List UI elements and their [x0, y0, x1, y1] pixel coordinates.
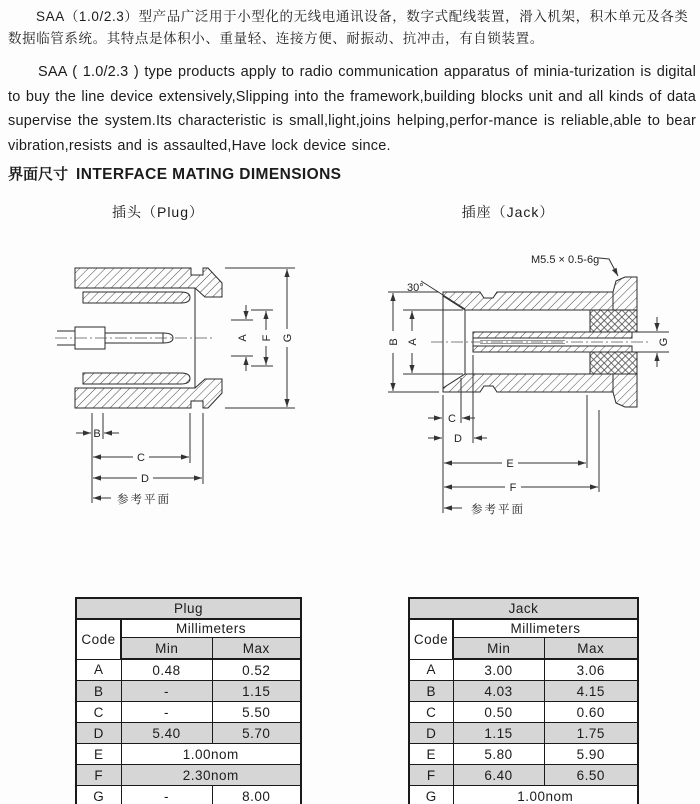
table-cell: 0.48: [121, 659, 212, 681]
table-cell: -: [121, 786, 212, 804]
table-cell: B: [76, 681, 121, 702]
table-row: [409, 619, 638, 638]
table-cell: 5.70: [212, 723, 301, 744]
table-row: [409, 702, 638, 723]
table-cell: F: [76, 765, 121, 786]
plug-table: [75, 597, 302, 804]
table-cell: 3.00: [453, 659, 544, 681]
jack-caption: 插座（Jack）: [461, 204, 555, 220]
jack-angle-label: 30°: [407, 282, 424, 294]
table-row: [76, 786, 301, 804]
jack-sleeve-top: [443, 292, 613, 310]
table-cell: -: [121, 702, 212, 723]
table-cell: 6.50: [544, 765, 638, 786]
jack-socket-wall-top: [473, 332, 632, 338]
plug-center-pin: [105, 333, 163, 343]
section-heading-en: INTERFACE MATING DIMENSIONS: [76, 166, 342, 183]
table-cell: 5.80: [453, 744, 544, 765]
jack-dim-label-a: A: [407, 338, 419, 346]
table-row: [76, 681, 301, 702]
jack-dim-label-c: C: [448, 413, 456, 425]
intro-paragraph-zh: SAA（1.0/2.3）型产品广泛用于小型化的无线电通讯设备，数字式配线装置，滑入机架，积木单元及各类数据临管系统。其特点是体积小、重量轻、连接方便、耐振动、抗冲击，有自锁装置。: [8, 9, 689, 46]
table-cell: C: [409, 702, 453, 723]
table-cell: 6.40: [453, 765, 544, 786]
table-row: [409, 765, 638, 786]
table-cell: G: [76, 786, 121, 804]
table-row: [76, 659, 301, 681]
table-cell: 5.50: [212, 702, 301, 723]
plug-drawing: [45, 235, 305, 525]
section-heading: [8, 163, 341, 184]
table-cell: 1.15: [453, 723, 544, 744]
intro-paragraph-en: SAA ( 1.0/2.3 ) type products apply to radio communication apparatus of minia-turization is digital to buy the line device extensively,Slipping into the framework,building blocks unit and all kinds of data supervise the system.Its characteristic is small,light,joins helping,perfor-mance is reliable,able to bear vibration,resists and is assaulted,Have lock device since.: [8, 64, 696, 154]
table-cell: A: [76, 659, 121, 681]
table-row: [76, 744, 301, 765]
plug-dim-label-b: B: [93, 428, 101, 440]
table-row: [409, 659, 638, 681]
table-cell: 1.00nom: [121, 744, 301, 765]
table-row: [409, 681, 638, 702]
jack-insulator-top: [590, 310, 637, 332]
plug-dim-label-d: D: [141, 473, 149, 485]
table-cell: -: [121, 681, 212, 702]
plug-inner-sleeve-bottom: [83, 373, 190, 384]
jack-sleeve-bottom: [443, 374, 613, 392]
table-header-cell: Max: [212, 638, 301, 660]
table-row: [409, 744, 638, 765]
table-row: [76, 598, 301, 619]
plug-dim-label-c: C: [137, 452, 145, 464]
table-row: [409, 598, 638, 619]
table-cell: 3.06: [544, 659, 638, 681]
table-header-cell: Min: [453, 638, 544, 660]
table-cell: 0.60: [544, 702, 638, 723]
jack-dim-label-f: F: [509, 482, 517, 494]
table-cell: 4.03: [453, 681, 544, 702]
section-heading-zh: 界面尺寸: [8, 166, 69, 183]
plug-caption: 插头（Plug）: [111, 204, 205, 220]
table-row: [76, 723, 301, 744]
plug-dim-label-f: F: [261, 334, 273, 342]
table-cell: E: [76, 744, 121, 765]
jack-ref-plane-label: 参考平面: [471, 504, 525, 516]
table-header-cell: Max: [544, 638, 638, 660]
table-cell: C: [76, 702, 121, 723]
table-cell: D: [409, 723, 453, 744]
plug-inner-sleeve-top: [83, 292, 190, 303]
table-title-cell: Plug: [76, 598, 301, 619]
table-cell: 1.00nom: [453, 786, 638, 804]
plug-dim-label-g: G: [282, 333, 294, 343]
table-title-cell: Jack: [409, 598, 638, 619]
jack-nut-top: [613, 277, 637, 310]
jack-dim-label-e: E: [506, 458, 514, 470]
jack-nut-bottom: [613, 374, 637, 407]
table-cell: A: [409, 659, 453, 681]
table-header-cell: Code: [409, 619, 453, 659]
table-cell: B: [409, 681, 453, 702]
table-cell: G: [409, 786, 453, 804]
jack-socket-wall-bottom: [473, 346, 632, 352]
table-cell: 0.50: [453, 702, 544, 723]
table-cell: 5.40: [121, 723, 212, 744]
table-cell: 2.30nom: [121, 765, 301, 786]
table-row: [76, 702, 301, 723]
jack-dim-label-d: D: [454, 433, 462, 445]
plug-dim-label-a: A: [237, 334, 249, 342]
jack-dim-label-g: G: [658, 337, 670, 347]
table-row: [409, 786, 638, 804]
table-cell: F: [409, 765, 453, 786]
jack-dim-label-b: B: [388, 338, 400, 346]
table-header-cell: Millimeters: [453, 619, 638, 638]
jack-thread-label: M5.5 × 0.5-6g: [531, 254, 600, 266]
table-header-cell: Code: [76, 619, 121, 659]
table-cell: 8.00: [212, 786, 301, 804]
jack-thread-leader-line: [599, 258, 618, 276]
table-cell: 4.15: [544, 681, 638, 702]
table-cell: 5.90: [544, 744, 638, 765]
table-header-cell: Millimeters: [121, 619, 301, 638]
jack-drawing: [385, 235, 675, 535]
table-cell: E: [409, 744, 453, 765]
table-row: [76, 619, 301, 638]
jack-insulator-bottom: [590, 352, 637, 374]
table-cell: 0.52: [212, 659, 301, 681]
table-cell: D: [76, 723, 121, 744]
table-header-cell: Min: [121, 638, 212, 660]
table-row: [76, 765, 301, 786]
jack-table: [408, 597, 639, 804]
table-cell: 1.15: [212, 681, 301, 702]
table-cell: 1.75: [544, 723, 638, 744]
table-row: [409, 723, 638, 744]
plug-ref-plane-label: 参考平面: [117, 494, 171, 506]
